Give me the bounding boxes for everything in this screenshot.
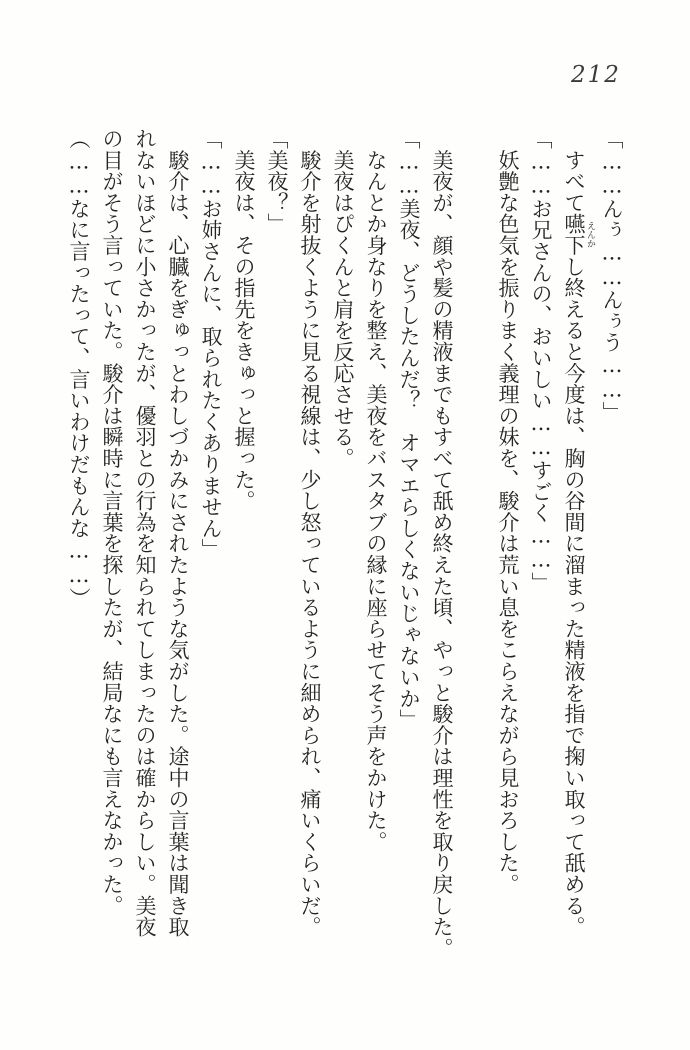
blank-line [458, 128, 491, 968]
vertical-text-block [66, 128, 628, 968]
text-line: 「……お姉さんに、取られたくありません」 [199, 128, 223, 560]
page-number: 212 [571, 62, 621, 88]
text-line: 美夜は、その指先をきゅっと握った。 [232, 128, 256, 512]
text-line: れないほどに小さかったが、優羽との行為を知られてしまったのは確からしい。美夜 [133, 128, 157, 938]
text-line: 妖艶な色気を振りまく義理の妹を、駿介は荒い息をこらえながら見おろした。 [496, 128, 520, 895]
text-line: 「……美夜、どうしたんだ？ オマエらしくないじゃないか」 [397, 128, 421, 731]
text-line: なんとか身なりを整え、美夜をバスタブの縁に座らせてそう声をかけた。 [364, 128, 388, 853]
text-line: 「美夜？」 [265, 128, 289, 235]
text-line: 「……お兄さんの、おいしい……すごく……」 [529, 128, 553, 594]
text-line: （……なに言ったって、言いわけだもんな……） [67, 128, 91, 609]
furigana-ruby: 嚥下 えんか [562, 213, 595, 256]
text-line: 美夜はぴくんと肩を反応させる。 [331, 128, 355, 469]
text-line: 「……んぅ……んぅう……」 [600, 128, 624, 423]
text-line: 駿介は、心臓をぎゅっとわしづかみにされたような気がした。途中の言葉は聞き取 [166, 128, 190, 938]
text-line: 駿介を射抜くように見る視線は、少し怒っているように細められ、痛いくらいだ。 [298, 128, 322, 938]
text-line: の目がそう言っていた。駿介は瞬時に言葉を探したが、結局なにも言えなかった。 [100, 128, 124, 917]
text-line: 美夜が、顔や髪の精液までもすべて舐め終えた頃、やっと駿介は理性を取り戻した。 [430, 128, 454, 959]
text-line: すべて嚥下 えんかし終えると今度は、胸の谷間に溜まった精液を指で掬い取って舐める。 [562, 128, 595, 938]
